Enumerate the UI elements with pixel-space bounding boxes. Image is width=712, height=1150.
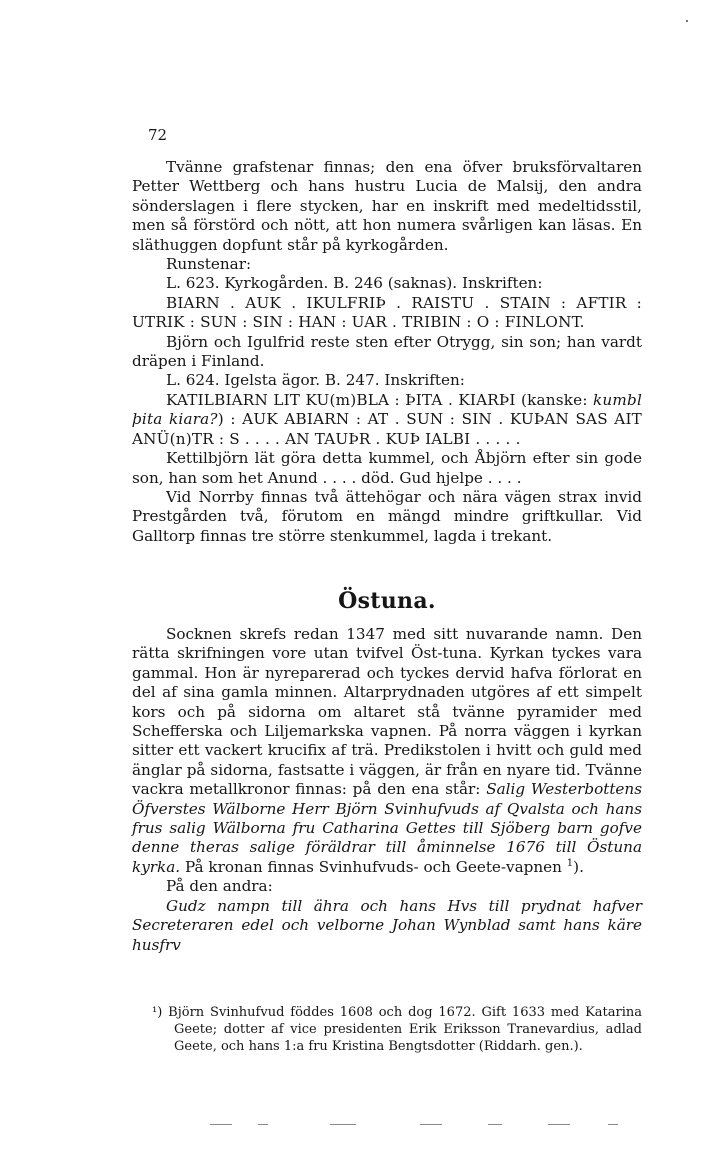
inscription-623: BIARN . AUK . IKULFRIÞ . RAISTU . STAIN : AFTIR : UTRIK : SUN : SIN : HAN : UAR . TRIBIN : O : FINLONT. — [132, 293, 642, 332]
paragraph-ostuna — [132, 625, 642, 877]
upper-body-text — [132, 158, 642, 546]
inscription-624 — [132, 391, 642, 449]
paragraph-runestones-label: Runstenar: — [166, 255, 252, 274]
paragraph-norrby: Vid Norrby finnas två ättehögar och nära vägen strax invid Prestgården två, förutom en mängd mindre griftkullar. Vid Galltorp finnas tre större stenkummel, lagda i trekant. — [132, 487, 642, 545]
footnote-text: Björn Svinhufvud föddes 1608 och dog 1672. Gift 1633 med Katarina Geete; dotter af vice presidenten Erik Eriksson Tranevardius, adlad Geete, och hans 1:a fru Kristina Bengtsdotter (Riddarh. gen.). — [168, 1005, 643, 1054]
bleed-through-dash — [420, 1124, 442, 1125]
inscription-624-italic: kumbl þita kiara? — [132, 390, 642, 429]
bleed-through-dash — [488, 1124, 502, 1125]
translation-624: Kettilbjörn lät göra detta kummel, och Åbjörn efter sin gode son, han som het Anund . . . . död. Gud hjelpe . . . . — [132, 449, 642, 487]
inscription-624-part-a: KATILBIARN LIT KU(m)BLA : ÞITA . KIARÞI (kanske: — [166, 390, 594, 409]
bleed-through-dash — [210, 1124, 232, 1125]
paragraph-stone-623-header: L. 623. Kyrkogården. B. 246 (saknas). Inskriften: — [166, 274, 543, 293]
paragraph-other-crown-intro: På den andra: — [166, 877, 273, 896]
paragraph-other-crown-inscription — [132, 897, 642, 955]
footnote — [152, 1004, 642, 1055]
section-title: Östuna. — [338, 588, 436, 614]
paragraph-ostuna-plain: Socknen skrefs redan 1347 med sitt nuvarande namn. Den rätta skrifningen vore utan tvifvel Öst-tuna. Kyrkan tyckes vara gammal. Hon är nyreparerad och tyckes dervid hafva förlorat en del af sina gamla minnen. Altarprydnaden utgöres af ett simpelt kors och på sidorna om altaret stå tvänne pyramider med Schefferska och Liljemarkska vapnen. På norra väggen i kyrkan sitter ett vackert krucifix af trä. Predikstolen i hvitt och guld med änglar på sidorna, fastsatte i väggen, är från en nyare tid. Tvänne vackra metallkronor finnas: på den ena står: — [132, 625, 642, 799]
inscription-624-part-b: ) : AUK ABIARN : AT . SUN : SIN . KUÞAN SAS AIT ANÜ(n)TR : S . . . . AN TAUÞR . KUÞ IALBI . . . . . — [132, 410, 642, 448]
bleed-through-dash — [330, 1124, 356, 1125]
paragraph-ostuna-end: ). — [573, 857, 584, 876]
bleed-through-dash — [548, 1124, 570, 1125]
bleed-through-dash — [258, 1124, 268, 1125]
footnote-entry — [152, 1004, 642, 1055]
paragraph-ostuna-italic: Salig Westerbottens Öfverstes Wälborne Herr Björn Svinhufvuds af Qvalsta och hans frus salig Wälborna fru Catharina Gettes till Sjöberg barn gofve denne theras salige föräldrar till åminnelse 1676 till Östuna kyrka. — [132, 780, 642, 876]
page-number: 72 — [148, 126, 168, 144]
margin-speck — [686, 20, 688, 22]
other-crown-italic: Gudz nampn till ähra och hans Hvs till prydnat hafver Secreteraren edel och velborne Johan Wynblad samt hans käre husfrv — [132, 896, 642, 954]
bleed-through-dash — [608, 1124, 618, 1125]
translation-623: Björn och Igulfrid reste sten efter Otrygg, sin son; han vardt dräpen i Finland. — [132, 332, 642, 371]
lower-body-text — [132, 625, 642, 955]
paragraph-gravestones: Tvänne grafstenar finnas; den ena öfver bruksförvaltaren Petter Wettberg och hans hustru Lucia de Malsij, den andra sönderslagen i flere stycken, har en inskrift med medeltidsstil, men så förstörd och nött, att hon numera svårligen kan läsas. En släthuggen dopfunt står på kyrkogården. — [132, 158, 642, 254]
paragraph-stone-624-header: L. 624. Igelsta ägor. B. 247. Inskriften: — [166, 371, 465, 390]
footnote-marker: ¹) — [152, 1005, 163, 1020]
footnote-reference: 1 — [566, 857, 574, 869]
paragraph-ostuna-tail: På kronan finnas Svinhufvuds- och Geete-vapnen — [180, 857, 567, 876]
